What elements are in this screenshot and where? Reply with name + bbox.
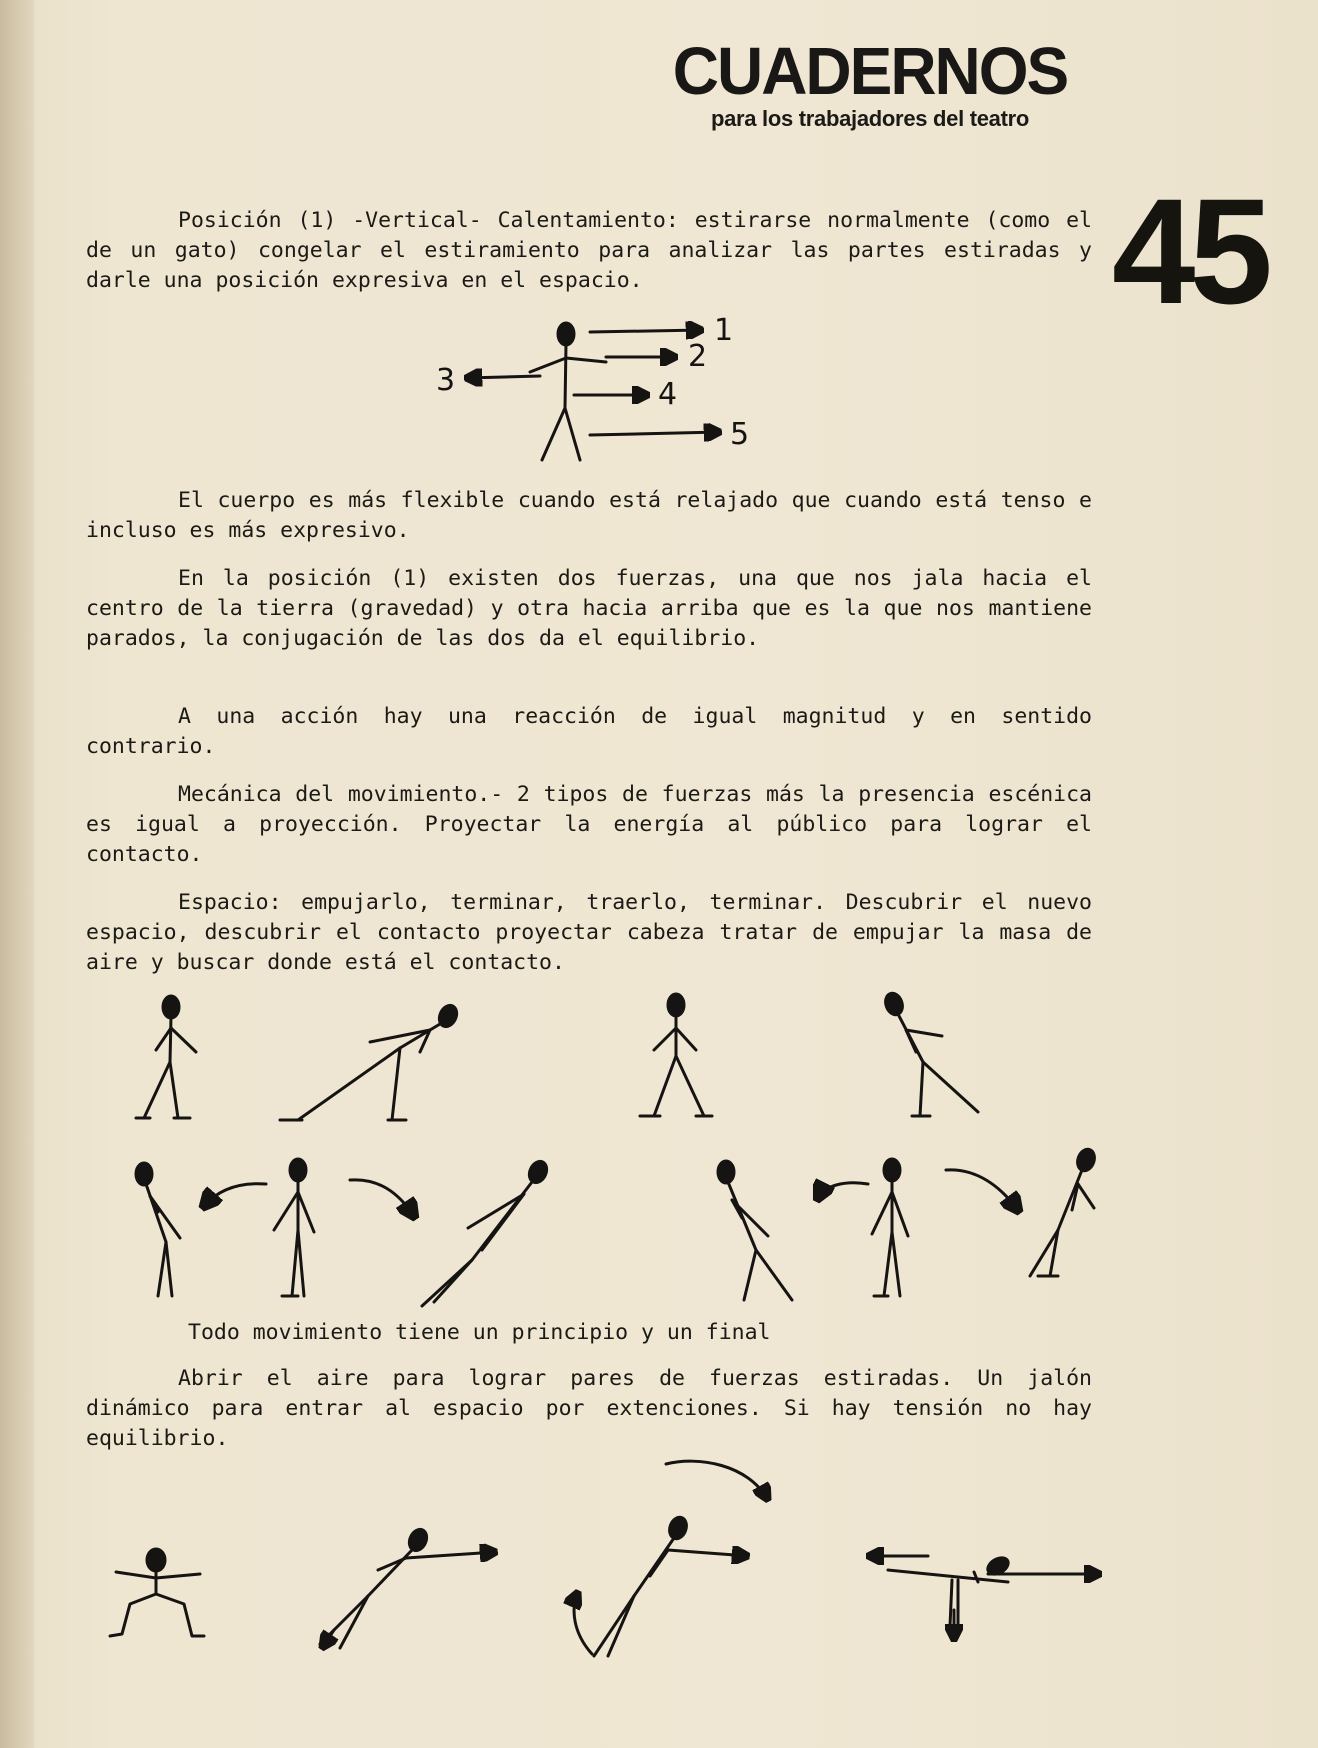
figure-row-push-pull <box>128 1150 1108 1310</box>
paragraph-text: Mecánica del movimiento.- 2 tipos de fuerzas más la presencia escénica es igual a proyección. Proyectar la energía al público para lograr el contacto. <box>86 782 1092 867</box>
paragraph-text: En la posición (1) existen dos fuerzas, una que nos jala hacia el centro de la tierra (gravedad) y otra hacia arriba que es la que nos mantiene parados, la conjugación de las dos da el equilibrio. <box>86 566 1092 651</box>
stick-figure-standing-2 <box>640 994 712 1116</box>
arrow-5 <box>590 432 720 435</box>
magazine-title: CUADERNOS <box>672 33 1068 109</box>
stick-figure-lunge-turn <box>574 1461 768 1656</box>
stick-figure-upright-center-2 <box>872 1159 908 1296</box>
stick-figure-horizontal-balance <box>868 1554 1100 1640</box>
stick-figure-leaning-leg-extended <box>280 1003 460 1120</box>
paragraph-text: Todo movimiento tiene un principio y un final <box>188 1320 771 1345</box>
paragraph-text: Posición (1) -Vertical- Calentamiento: estirarse normalmente (como el de un gato) congelar el estiramiento para analizar las partes estiradas y darle una posición expresiva en el espacio. <box>86 208 1092 293</box>
stick-figure-squat-arms-open <box>110 1549 204 1636</box>
paragraph-abrir-aire <box>86 1364 1092 1454</box>
paragraph-espacio <box>86 888 1092 978</box>
paragraph-cuerpo <box>86 486 1092 546</box>
paragraph-text: Espacio: empujarlo, terminar, traerlo, terminar. Descubrir el nuevo espacio, descubrir el contacto proyectar cabeza tratar de empujar la masa de aire y buscar donde está el contacto. <box>86 890 1092 975</box>
stick-figure-leaning-forward-right <box>422 1159 550 1306</box>
stick-figure-standing <box>136 996 196 1118</box>
arrow-label-3: 3 <box>436 363 456 398</box>
paragraph-mecanica <box>86 780 1092 870</box>
stick-figure-leaning-back-left <box>136 1163 180 1296</box>
arrow-1 <box>590 330 702 332</box>
arrow-label-1: 1 <box>714 313 734 348</box>
figure-body <box>565 344 566 408</box>
page-gutter-shadow <box>0 0 34 1748</box>
stick-figure-lunge-arrow <box>320 1527 496 1648</box>
arrow-label-2: 2 <box>688 339 708 374</box>
figure-row-espacio <box>130 990 1010 1130</box>
magazine-subtitle: para los trabajadores del teatro <box>710 106 1030 131</box>
stick-figure-leaning-forward-right-2 <box>1030 1147 1097 1276</box>
stick-figure-leaning-head-forward <box>883 991 978 1116</box>
paragraph-accion <box>86 702 1092 762</box>
paragraph-text: Abrir el aire para lograr pares de fuerzas estiradas. Un jalón dinámico para entrar al espacio por extenciones. Si hay tensión no hay equilibrio. <box>86 1366 1092 1451</box>
curved-arrow-overhead <box>666 1461 768 1500</box>
arrow-3 <box>466 376 540 378</box>
stick-figure-leaning-back-right <box>718 1161 792 1300</box>
paragraph-text: El cuerpo es más flexible cuando está relajado que cuando está tenso e incluso es más expresivo. <box>86 488 1092 543</box>
paragraph-dos-fuerzas <box>86 564 1092 654</box>
curved-arrow-lower <box>574 1592 592 1654</box>
figure-row-stretched-forces <box>108 1460 1118 1660</box>
paragraph-text: A una acción hay una reacción de igual magnitud y en sentido contrario. <box>86 704 1092 759</box>
curved-arrow-left-2 <box>818 1183 868 1198</box>
curved-arrow-right-1 <box>350 1180 414 1216</box>
arrow-label-4: 4 <box>658 377 678 412</box>
paragraph-posicion <box>86 206 1092 296</box>
curved-arrow-left-1 <box>204 1184 266 1206</box>
stick-figure-upright-center <box>274 1159 314 1296</box>
figure-vertical-position <box>430 310 760 470</box>
masthead <box>660 33 1080 132</box>
arrow-label-5: 5 <box>730 417 750 452</box>
paragraph-principio-final <box>96 1318 1102 1348</box>
curved-arrow-right-2 <box>946 1170 1018 1210</box>
figure-head <box>558 323 574 345</box>
page-number: 45 <box>1112 167 1267 335</box>
